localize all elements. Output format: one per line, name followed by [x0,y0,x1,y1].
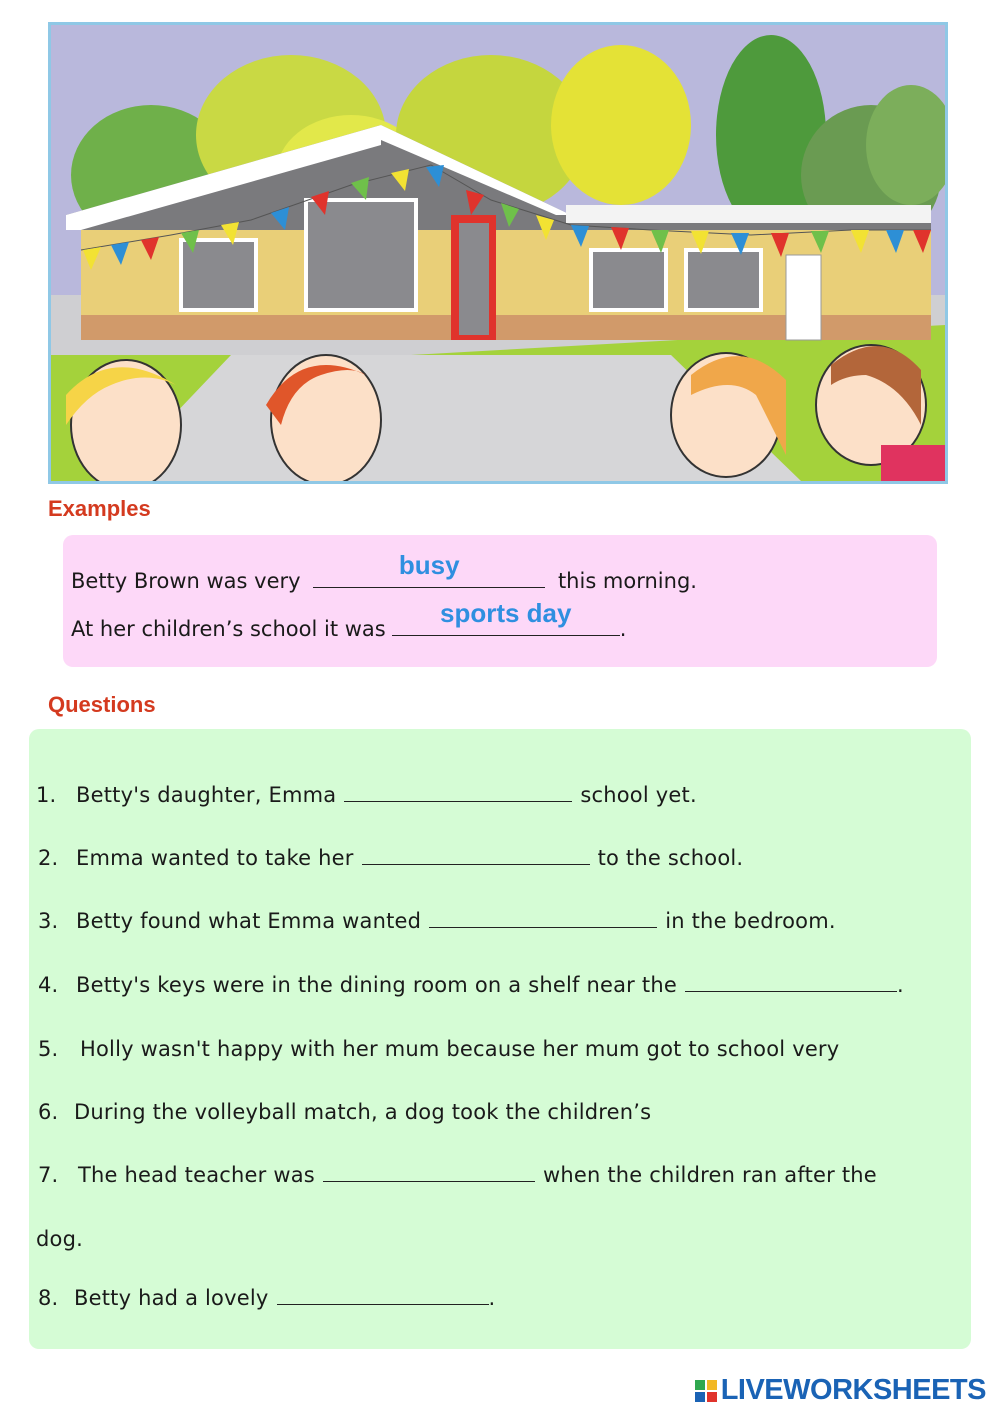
question-2-number: 2. [38,846,59,870]
question-7 [38,1163,877,1187]
question-2 [38,846,743,870]
question-7-answer-blank[interactable] [323,1165,535,1182]
brand-name: LIVEWORKSHEETS [720,1374,986,1406]
school-scene-image [51,25,945,481]
question-3-text-after: in the bedroom. [665,909,836,933]
question-8-text-before: Betty had a lovely [74,1286,269,1310]
question-1-answer-blank[interactable] [344,785,572,802]
examples-box [63,535,937,667]
example-1-text-before: Betty Brown was very [71,569,301,593]
question-3-text-before: Betty found what Emma wanted [76,909,422,933]
question-5-number: 5. [38,1037,59,1061]
question-4 [38,973,904,997]
question-7-continuation: dog. [36,1227,83,1251]
question-5-text: Holly wasn't happy with her mum because her mum got to school very [80,1037,840,1061]
example-line-2 [71,598,627,641]
question-6 [38,1100,651,1124]
question-1-number: 1. [36,783,57,807]
question-2-answer-blank[interactable] [362,848,590,865]
question-6-number: 6. [38,1100,59,1124]
question-3-number: 3. [38,909,59,933]
question-8-text-after: . [488,1286,496,1310]
question-2-text-after: to the school. [597,846,744,870]
example-1-text-after: this morning. [557,569,697,593]
questions-heading: Questions [48,692,156,717]
liveworksheets-brand[interactable] [695,1374,986,1407]
example-2-blank [392,598,620,636]
question-4-text-before: Betty's keys were in the dining room on a shelf near the [76,973,677,997]
example-2-text-before: At her children’s school it was [71,617,386,641]
question-8-number: 8. [38,1286,59,1310]
example-2-text-after: . [619,617,627,641]
question-3-answer-blank[interactable] [429,911,657,928]
examples-heading: Examples [48,496,151,521]
example-1-blank [313,550,545,588]
question-8 [38,1286,495,1310]
question-7-text-before: The head teacher was [78,1163,315,1187]
question-6-text: During the volleyball match, a dog took the children’s [74,1100,652,1124]
question-4-number: 4. [38,973,59,997]
question-5 [38,1037,839,1061]
questions-box [29,729,971,1349]
question-4-answer-blank[interactable] [685,975,897,992]
question-4-text-after: . [896,973,904,997]
question-8-answer-blank[interactable] [277,1288,489,1305]
question-7-number: 7. [38,1163,59,1187]
question-1-text-after: school yet. [580,783,697,807]
question-3 [38,909,836,933]
school-illustration [48,22,948,484]
question-1-text-before: Betty's daughter, Emma [76,783,337,807]
question-7-text-after: when the children ran after the [542,1163,877,1187]
liveworksheets-logo-icon [695,1380,717,1402]
question-2-text-before: Emma wanted to take her [76,846,354,870]
example-line-1 [71,550,697,593]
example-1-answer: busy [398,550,460,580]
example-2-answer: sports day [439,598,572,628]
question-1 [36,783,697,807]
